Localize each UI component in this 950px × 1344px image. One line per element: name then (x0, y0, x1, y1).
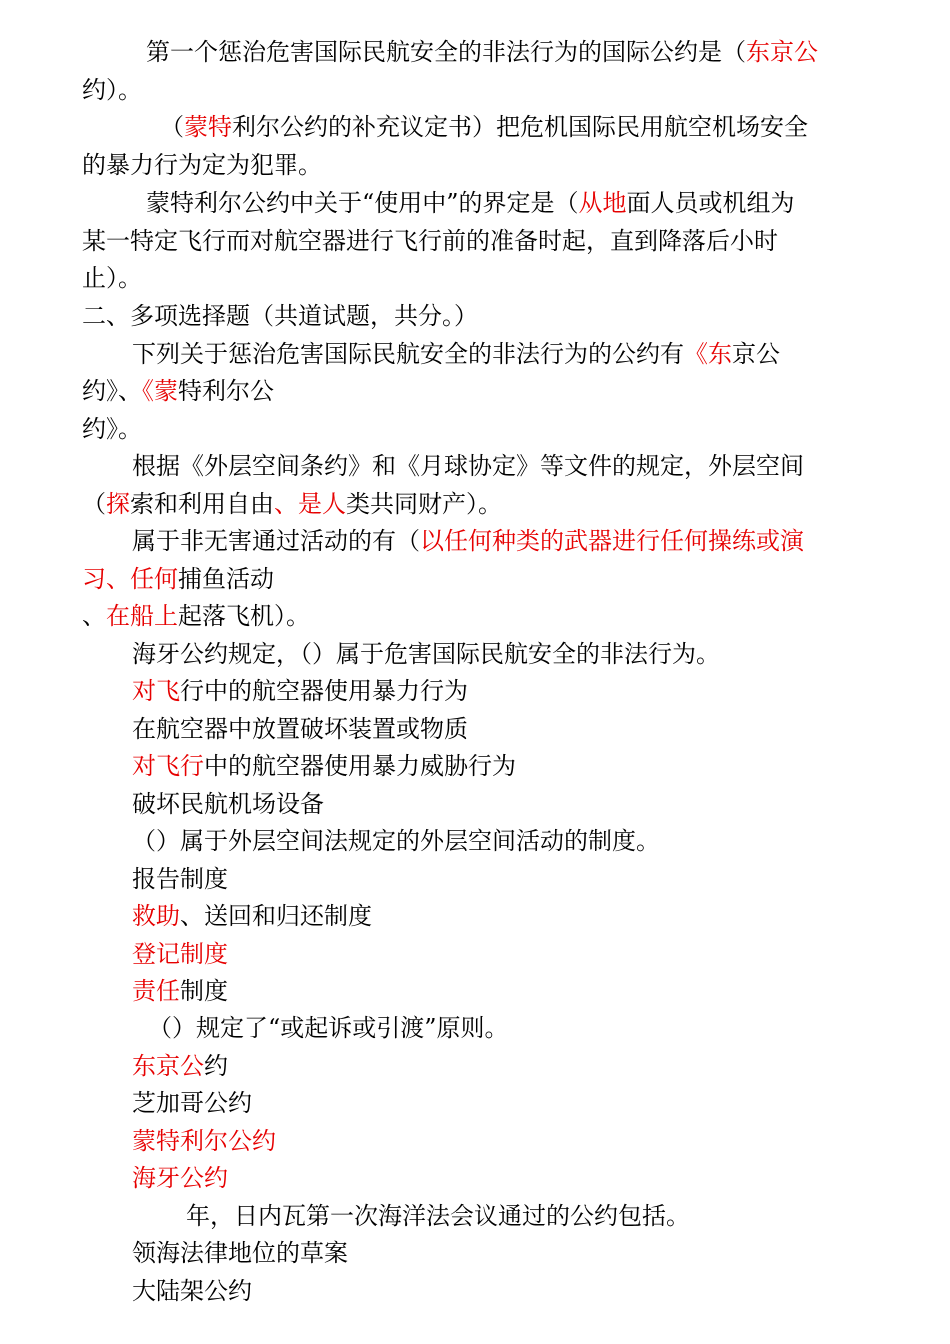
text-line (148, 1013, 509, 1043)
text-line (132, 1163, 228, 1193)
text-segment: 、送回和归还制度 (180, 902, 372, 930)
highlighted-answer-text: 以任何种类的武器进行任何操练或演 (420, 527, 804, 555)
text-segment: 约 (204, 1052, 228, 1080)
text-line (132, 676, 468, 706)
text-line (132, 1051, 228, 1081)
text-segment: 报告制度 (132, 865, 228, 893)
text-line (132, 826, 660, 856)
text-line (132, 451, 804, 481)
text-segment: 中的航空器使用暴力威胁行为 (204, 752, 516, 780)
text-line (132, 526, 804, 556)
text-line (146, 37, 818, 67)
text-segment: 约》。 (82, 415, 142, 443)
text-line (132, 714, 468, 744)
text-segment: 捕鱼活动 (178, 565, 274, 593)
highlighted-answer-text: 、是人 (274, 490, 346, 518)
text-line (132, 1276, 252, 1306)
text-segment: 大陆架公约 (132, 1277, 252, 1305)
highlighted-answer-text: 探 (106, 490, 130, 518)
text-line (132, 976, 228, 1006)
text-line (132, 1126, 276, 1156)
text-line (160, 112, 808, 142)
text-segment: 年，日内瓦第一次海洋法会议通过的公约包括。 (186, 1202, 690, 1230)
highlighted-answer-text: 蒙特利尔公约 (132, 1127, 276, 1155)
text-segment: （ (160, 113, 184, 141)
text-line (82, 150, 322, 180)
text-segment: 根据《外层空间条约》和《月球协定》等文件的规定，外层空间 (132, 452, 804, 480)
text-segment: 属于非无害通过活动的有（ (132, 527, 420, 555)
text-line (132, 789, 324, 819)
text-line (132, 939, 228, 969)
text-line (146, 188, 795, 218)
text-segment: 的暴力行为定为犯罪。 (82, 151, 322, 179)
text-line (82, 75, 142, 105)
text-line (132, 864, 228, 894)
highlighted-answer-text: 对飞行 (132, 752, 204, 780)
text-line (82, 263, 142, 293)
text-segment: 索和利用自由 (130, 490, 274, 518)
text-line (132, 339, 780, 369)
text-line (82, 489, 502, 519)
text-segment: 领海法律地位的草案 (132, 1239, 348, 1267)
text-line (82, 376, 274, 406)
text-line (186, 1201, 690, 1231)
text-segment: 海牙公约规定，（）属于危害国际民航安全的非法行为。 (132, 640, 720, 668)
text-segment: （）规定了“或起诉或引渡”原则。 (148, 1014, 509, 1042)
highlighted-answer-text: 责任 (132, 977, 180, 1005)
text-line (132, 901, 372, 931)
highlighted-answer-text: 海牙公约 (132, 1164, 228, 1192)
text-segment: 类共同财产）。 (346, 490, 502, 518)
text-segment: 、 (82, 602, 106, 630)
highlighted-answer-text: 东京公 (132, 1052, 204, 1080)
text-segment: 利尔公约的补充议定书）把危机国际民用航空机场安全 (232, 113, 808, 141)
text-line (82, 226, 778, 256)
text-segment: 行中的航空器使用暴力行为 (180, 677, 468, 705)
text-segment: 面人员或机组为 (626, 189, 795, 217)
text-line (82, 601, 310, 631)
highlighted-answer-text: 蒙特 (184, 113, 232, 141)
text-segment: 在航空器中放置破坏装置或物质 (132, 715, 468, 743)
highlighted-answer-text: 救助 (132, 902, 180, 930)
text-segment: 二、多项选择题（共道试题，共分。） (82, 302, 478, 330)
highlighted-answer-text: 习、任何 (82, 565, 178, 593)
text-line (132, 1088, 252, 1118)
highlighted-answer-text: 从地 (578, 189, 627, 217)
text-segment: 特利尔公 (178, 377, 274, 405)
text-line (82, 414, 142, 444)
text-segment: 止）。 (82, 264, 142, 292)
text-segment: 第一个惩治危害国际民航安全的非法行为的国际公约是（ (146, 38, 746, 66)
text-segment: 某一特定飞行而对航空器进行飞行前的准备时起，直到降落后小时 (82, 227, 778, 255)
highlighted-answer-text: 在船上 (106, 602, 178, 630)
highlighted-answer-text: 登记制度 (132, 940, 228, 968)
text-segment: （）属于外层空间法规定的外层空间活动的制度。 (132, 827, 660, 855)
text-segment: 下列关于惩治危害国际民航安全的非法行为的公约有 (132, 340, 684, 368)
highlighted-answer-text: 东京公 (746, 38, 818, 66)
text-segment: 京公 (732, 340, 780, 368)
text-segment: 约）。 (82, 76, 142, 104)
text-segment: 蒙特利尔公约中关于“使用中”的界定是（ (146, 189, 579, 217)
text-line (82, 301, 478, 331)
text-segment: 制度 (180, 977, 228, 1005)
text-line (132, 1238, 348, 1268)
text-segment: （ (82, 490, 106, 518)
highlighted-answer-text: 《东 (684, 340, 732, 368)
text-line (82, 564, 274, 594)
text-segment: 约》、 (82, 377, 142, 405)
highlighted-answer-text: 对飞 (132, 677, 180, 705)
text-line (132, 751, 516, 781)
text-segment: 破坏民航机场设备 (132, 790, 324, 818)
text-segment: 芝加哥公约 (132, 1089, 252, 1117)
text-line (132, 639, 720, 669)
highlighted-answer-text: 《蒙 (142, 377, 178, 405)
text-segment: 起落飞机）。 (178, 602, 310, 630)
